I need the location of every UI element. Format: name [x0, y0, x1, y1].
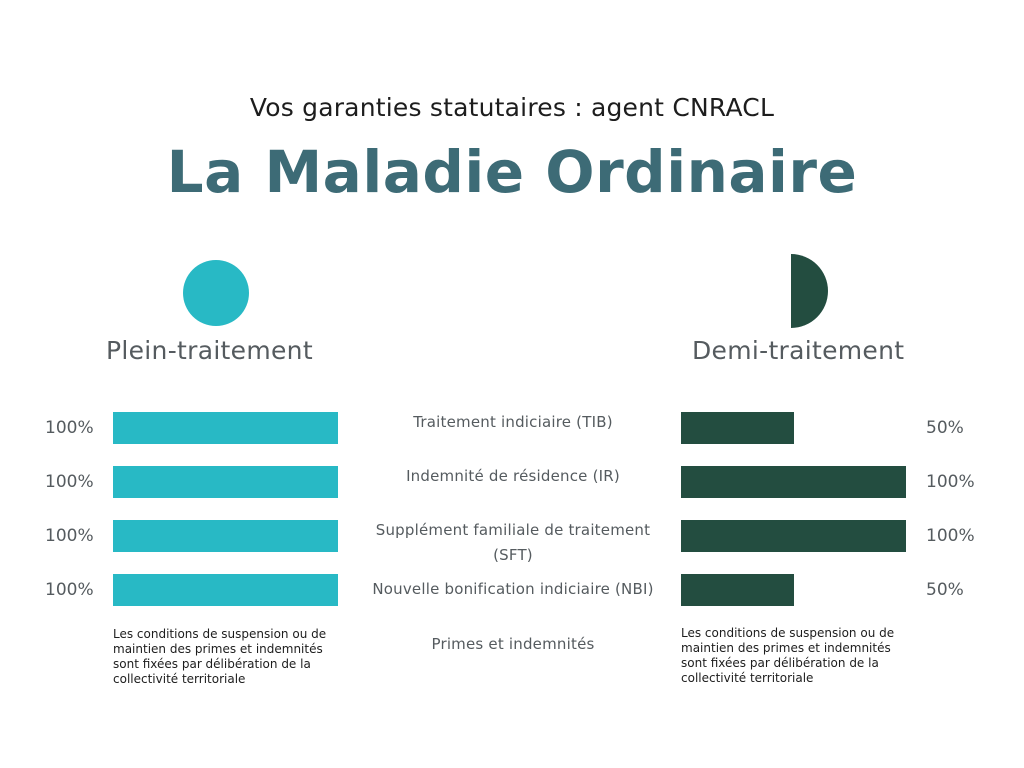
full-circle-icon [182, 259, 250, 327]
page-title: La Maladie Ordinaire [166, 138, 858, 206]
bar-demi-traitement [681, 574, 794, 606]
page-subtitle: Vos garanties statutaires : agent CNRACL [249, 93, 775, 122]
bar-plein-traitement [113, 466, 338, 498]
category-label: Traitement indiciaire (TIB) [413, 413, 613, 431]
bar-demi-traitement [681, 520, 906, 552]
category-label: Supplément familiale de traitement (SFT) [375, 521, 651, 564]
value-label-plein-traitement: 100% [45, 418, 94, 438]
column-label-demi-traitement: Demi-traitement [692, 336, 905, 365]
value-label-demi-traitement: 50% [926, 580, 964, 600]
value-label-demi-traitement: 100% [926, 526, 975, 546]
value-label-demi-traitement: 100% [926, 472, 975, 492]
value-label-plein-traitement: 100% [45, 580, 94, 600]
category-label: Nouvelle bonification indiciaire (NBI) [372, 580, 654, 598]
bar-plein-traitement [113, 520, 338, 552]
column-label-plein-traitement: Plein-traitement [106, 336, 313, 365]
value-label-plein-traitement: 100% [45, 526, 94, 546]
category-label: Primes et indemnités [431, 635, 595, 653]
bar-plein-traitement [113, 574, 338, 606]
bar-demi-traitement [681, 466, 906, 498]
category-label: Indemnité de résidence (IR) [406, 467, 620, 485]
bar-demi-traitement [681, 412, 794, 444]
half-circle-icon [791, 254, 829, 328]
note-plein-traitement: Les conditions de suspension ou de maintien des primes et indemnités sont fixées par délibération de la collectivité territoriale [113, 627, 327, 686]
value-label-plein-traitement: 100% [45, 472, 94, 492]
bar-plein-traitement [113, 412, 338, 444]
note-demi-traitement: Les conditions de suspension ou de maintien des primes et indemnités sont fixées par délibération de la collectivité territoriale [681, 626, 895, 685]
value-label-demi-traitement: 50% [926, 418, 964, 438]
